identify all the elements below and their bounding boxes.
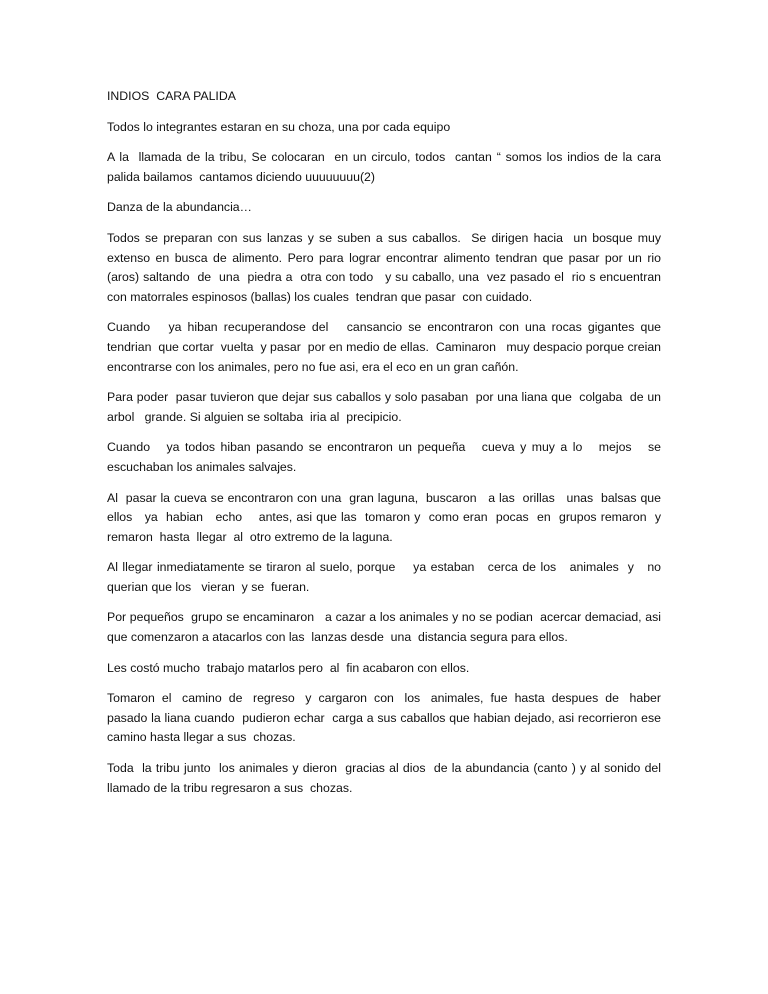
paragraph-1: Todos lo integrantes estaran en su choza, una por cada equipo [107,119,451,134]
paragraph-11: Les costó mucho trabajo matarlos pero al fin acabaron con ellos. [107,660,470,675]
paragraph-6: Para poder pasar tuvieron que dejar sus caballos y solo pasaban por una liana que colgaba de un arbol grande. Si alguien se soltaba iria al precipicio. [107,390,665,424]
paragraph-2: A la llamada de la tribu, Se colocaran en un circulo, todos cantan “ somos los indios de la cara palida bailamos cantamos diciendo uuuuuuuu(2) [107,150,665,184]
document-body [107,87,665,809]
paragraph-7: Cuando ya todos hiban pasando se encontraron un pequeña cueva y muy a lo mejos se escuchaban los animales salvajes. [107,440,665,474]
paragraph-3: Danza de la abundancia… [107,200,252,215]
paragraph-10: Por pequeños grupo se encaminaron a cazar a los animales y no se podian acercar demaciad, asi que comenzaron a atacarlos con las lanzas desde una distancia segura para ellos. [107,610,665,645]
paragraph-5: Cuando ya hiban recuperandose del cansancio se encontraron con una rocas gigantes que tendrian que cortar vuelta y pasar por en medio de ellas. Caminaron muy despacio porque creian encontrarse con los animales, pero no fue asi, era el eco en un gran cañón. [107,320,665,374]
document-title: INDIOS CARA PALIDA [107,89,236,103]
paragraph-9: Al llegar inmediatamente se tiraron al suelo, porque ya estaban cerca de los animales y no querian que los vieran y se fueran. [107,560,665,594]
paragraph-13: Toda la tribu junto los animales y dieron gracias al dios de la abundancia (canto ) y al sonido del llamado de la tribu regresaron a sus chozas. [107,761,665,795]
paragraph-12: Tomaron el camino de regreso y cargaron con los animales, fue hasta despues de haber pasado la liana cuando pudieron echar carga a sus caballos que habian dejado, asi recorrieron ese camino hasta llegar a sus chozas. [107,691,665,745]
paragraph-4: Todos se preparan con sus lanzas y se suben a sus caballos. Se dirigen hacia un bosque muy extenso en busca de alimento. Pero para lograr encontrar alimento tendran que pasar por un rio (aros) saltando de una piedra a otra con todo y su caballo, una vez pasado el rio s encuentran con matorrales espinosos (ballas) los cuales tendran que pasar con cuidado. [107,230,665,304]
paragraph-8: Al pasar la cueva se encontraron con una gran laguna, buscaron a las orillas unas balsas que ellos ya habian echo antes, asi que las tomaron y como eran pocas en grupos remaron y remaron hasta llegar al otro extremo de la laguna. [107,490,665,544]
